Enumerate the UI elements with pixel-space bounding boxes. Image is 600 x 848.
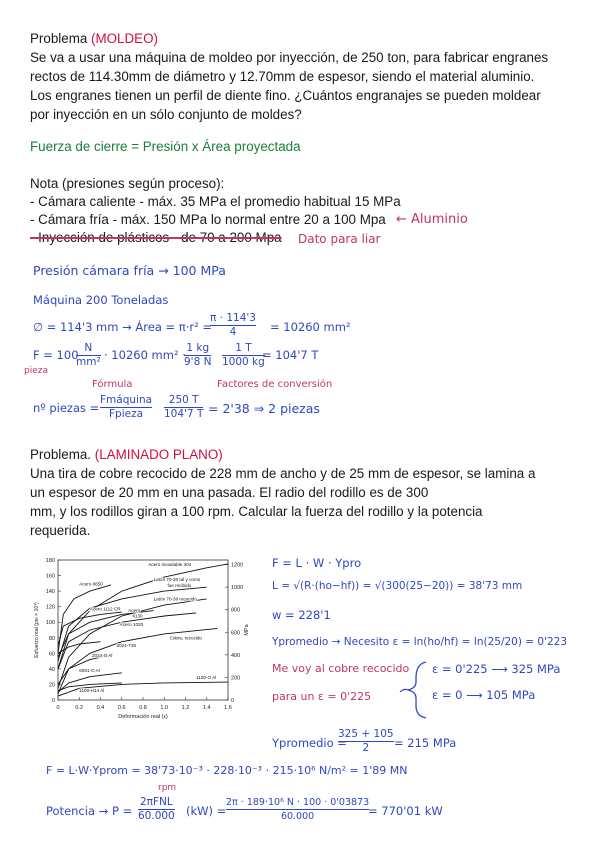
hw-piezas-frac-2: 250 T 104'7 T xyxy=(164,394,204,420)
series-label: Acero inoxidable 304 xyxy=(148,562,192,568)
series-label: 6061-O Al xyxy=(79,668,100,673)
x-tick-label: 1.2 xyxy=(181,705,190,711)
y-tick-label: 20 xyxy=(48,682,55,689)
y-tick-label: 160 xyxy=(45,573,55,580)
hw-power-fraction: 2πFNL 60.000 xyxy=(138,796,175,822)
hw-width: w = 228'1 xyxy=(272,608,331,622)
hw-roll-force-formula: F = L · W · Ypro xyxy=(272,556,362,570)
y-tick-label: 100 xyxy=(45,620,55,627)
problem2-line: un espesor de 20 mm en una pasada. El radio del rodillo es de 300 xyxy=(30,485,429,500)
hw-piezas-frac-1: Fmáquina Fpieza xyxy=(100,394,153,420)
series-label: 1100-H14 Al xyxy=(79,688,105,694)
nota-title: Nota (presiones según proceso): xyxy=(30,176,225,191)
y-tick-label: 0 xyxy=(51,698,55,704)
x-tick-label: 0.4 xyxy=(96,705,105,711)
x-tick-label: 1.0 xyxy=(160,705,169,711)
hw-area-fraction: π · 114'3 4 xyxy=(210,312,256,338)
hw-force-mid: · 10260 mm² · xyxy=(104,348,186,362)
y-right-axis-label: MPa xyxy=(244,624,250,636)
hw-presion-camara-fria: Presión cámara fría → 100 MPa xyxy=(33,263,226,278)
y-right-tick-label: 400 xyxy=(231,652,241,659)
hw-strain-325: ε = 0'225 ⟶ 325 MPa xyxy=(432,662,561,676)
y-tick-label: 140 xyxy=(45,589,55,596)
problem1-title: Problema (MOLDEO) xyxy=(30,31,158,46)
y-axis-label: Esfuerzo real (psi × 10³) xyxy=(34,602,40,658)
problem2-line: requerida. xyxy=(30,523,91,538)
series-line xyxy=(58,564,228,669)
series-label: Latón 70-30 tal y como xyxy=(153,577,201,582)
y-right-tick-label: 1000 xyxy=(231,585,244,592)
series-label: 1100-O Al xyxy=(196,675,217,680)
label-factores: Factores de conversión xyxy=(217,379,333,390)
series-label: Acero 8650 xyxy=(79,581,103,587)
x-tick-label: 1.6 xyxy=(224,705,232,711)
y-right-tick-label: 1200 xyxy=(231,562,244,569)
hw-yprom-fraction: 325 + 105 2 xyxy=(338,728,394,754)
hw-yprom-result: = 215 MPa xyxy=(394,736,457,750)
problem1-line: rectos de 114.30mm de diámetro y 12.70mm de espesor, siendo el material aluminio. xyxy=(30,69,535,84)
hw-power-label: Potencia → xyxy=(46,804,109,818)
x-tick-label: 1.4 xyxy=(202,705,211,711)
problem2-line: Una tira de cobre recocido de 228 mm de ancho y de 25 mm de espesor, se lamina a xyxy=(30,466,536,481)
nota-item: - Cámara caliente - máx. 35 MPa el promedio habitual 15 MPa xyxy=(30,194,401,209)
nota-item: - Cámara fría - máx. 150 MPa lo normal entre 20 a 100 Mpa xyxy=(30,212,386,227)
hw-maquina-toneladas: Máquina 200 Toneladas xyxy=(33,293,169,307)
brace-tail xyxy=(400,689,408,692)
hw-piezas-start: nº piezas = xyxy=(33,401,100,415)
problem1-line: Se va a usar una máquina de moldeo por inyección, de 250 ton, para fabricar engranes xyxy=(30,50,549,65)
y-tick-label: 40 xyxy=(48,666,55,673)
series-label: Acero 1020 xyxy=(119,622,144,628)
hw-yprom-label: Ypromedio = xyxy=(272,736,347,750)
y-tick-label: 180 xyxy=(45,558,55,564)
y-tick-label: 80 xyxy=(48,635,55,642)
note-aluminio: ← Aluminio xyxy=(396,212,468,227)
hw-strain-105: ε = 0 ⟶ 105 MPa xyxy=(432,688,536,702)
hw-note-cobre: Me voy al cobre recocido xyxy=(272,662,410,675)
nota-item-struck: - Inyección de plásticos - de 70 a 200 Mpa xyxy=(30,230,282,245)
stress-strain-chart xyxy=(30,550,260,730)
y-right-tick-label: 200 xyxy=(231,675,241,682)
problem2-line: mm, y los rodillos giran a 100 rpm. Calcular la fuerza del rodillo y la potencia xyxy=(30,504,483,519)
label-pieza: pieza xyxy=(24,366,48,376)
y-right-tick-label: 800 xyxy=(231,607,241,614)
hw-contact-length: L = √(R·(ho−hf)) = √(300(25−20)) = 38'73 mm xyxy=(272,580,523,592)
x-axis-label: Deformación real (ε) xyxy=(118,714,168,720)
series-label: 4130 xyxy=(132,613,143,619)
series-label: 2024-O Al xyxy=(92,653,113,659)
problem1-line: por inyección en un sólo conjunto de moldes? xyxy=(30,107,302,122)
hw-force-result: = 104'7 T xyxy=(262,348,319,362)
y-tick-label: 120 xyxy=(45,604,55,611)
problem1-line: Los engranes tienen un perfil de diente fino. ¿Cuántos engranajes se pueden moldear xyxy=(30,88,541,103)
series-label: Latón 70-30 recocido xyxy=(153,596,197,602)
series-label: fue recibido xyxy=(167,583,192,589)
hw-power-p: P = xyxy=(112,804,133,818)
series-label: Cobre, recocido xyxy=(169,635,202,641)
hw-power-numeric-fraction: 2π · 189·10⁶ N · 100 · 0'03873 60.000 xyxy=(226,797,370,822)
series-label: Acero xyxy=(128,608,141,614)
formula-fuerza-cierre: Fuerza de cierre = Presión x Área proyectada xyxy=(30,139,301,154)
hw-force-frac-1: N mm² xyxy=(76,342,101,368)
hw-force-frac-2: 1 kg 9'8 N xyxy=(184,342,212,368)
series-label: 2024-T36 xyxy=(116,643,137,649)
brace-path xyxy=(408,662,426,718)
hw-strain: Ypromedio → Necesito ε = ln(ho/hf) = ln(25/20) = 0'223 xyxy=(272,636,568,648)
hw-force-frac-3: 1 T 1000 kg xyxy=(222,342,265,368)
hw-note-strain: para un ε = 0'225 xyxy=(272,690,372,703)
y-right-tick-label: 600 xyxy=(231,630,241,637)
note-dato-para-liar: Dato para liar xyxy=(298,232,381,246)
hw-rpm-note: rpm xyxy=(158,783,177,793)
hw-piezas-result: = 2'38 ⇒ 2 piezas xyxy=(208,401,320,416)
hw-force-start: F = 100 xyxy=(33,348,79,362)
x-tick-label: 0.6 xyxy=(117,705,126,711)
hw-power-kw: (kW) = xyxy=(186,804,227,818)
y-right-tick-label: 0 xyxy=(231,698,235,704)
problem2-title: Problema. (LAMINADO PLANO) xyxy=(30,447,223,462)
x-tick-label: 0.2 xyxy=(75,705,84,711)
x-tick-label: 0.8 xyxy=(139,705,147,711)
label-formula: Fórmula xyxy=(92,379,133,390)
x-tick-label: 0 xyxy=(56,705,60,711)
hw-force-calculation: F = L·W·Yprom = 38'73·10⁻³ · 228·10⁻³ · 215·10⁶ N/m² = 1'89 MN xyxy=(46,764,408,777)
series-label: Acero 1112 CR xyxy=(89,606,121,612)
y-tick-label: 60 xyxy=(48,651,55,658)
hw-area-line: ∅ = 114'3 mm → Área = π·r² = xyxy=(33,320,213,334)
hw-area-result: = 10260 mm² xyxy=(270,320,351,334)
hw-power-result: = 770'01 kW xyxy=(368,804,443,818)
